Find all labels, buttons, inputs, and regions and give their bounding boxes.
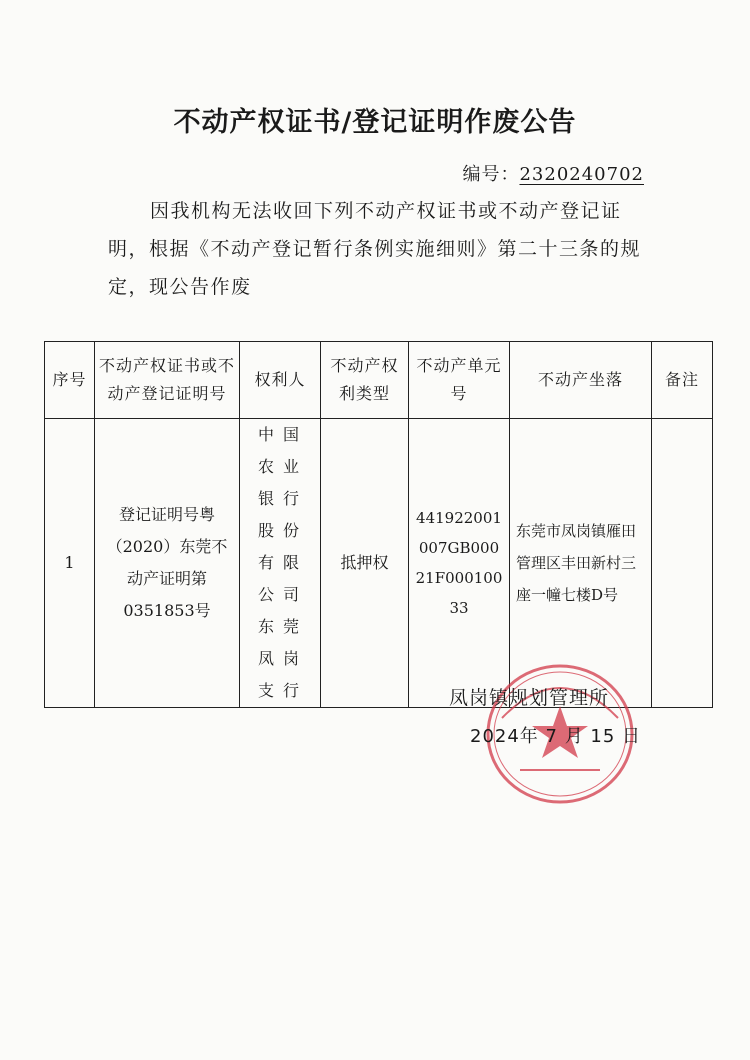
cell-remarks [652,419,713,708]
cell-cert: 登记证明号粤（2020）东莞不动产证明第0351853号 [95,419,240,708]
notice-paragraph: 因我机构无法收回下列不动产权证书或不动产登记证明，根据《不动产登记暂行条例实施细则》第二十三条的规定，现公告作废 [108,200,642,298]
header-unit-no: 不动产单元号 [409,342,510,419]
cell-location: 东莞市凤岗镇雁田管理区丰田新村三座一幢七楼D号 [510,419,652,708]
cell-index: 1 [45,419,95,708]
header-right-type: 不动产权利类型 [321,342,409,419]
serial-value: 2320240702 [519,164,644,185]
notice-table [44,341,713,708]
cell-holder: 中国农业银行股份有限公司东莞凤岗支行 [240,419,321,708]
notice-title: 不动产权证书/登记证明作废公告 [173,107,577,138]
header-holder: 权利人 [240,342,321,419]
header-cert: 不动产权证书或不动产登记证明号 [95,342,240,419]
serial-number [462,160,644,186]
issue-date: 2024年 7 月 15 日 [470,726,642,747]
header-index: 序号 [45,342,95,419]
issuing-organization: 凤岗镇规划管理所 [449,687,610,709]
cell-right-type: 抵押权 [321,419,409,708]
header-remarks: 备注 [652,342,713,419]
cell-unit-no: 441922001007GB00021F00010033 [409,419,510,708]
header-location: 不动产坐落 [510,342,652,419]
notice-body [108,192,653,306]
table-header-row [45,342,713,419]
serial-label: 编号： [462,164,520,185]
